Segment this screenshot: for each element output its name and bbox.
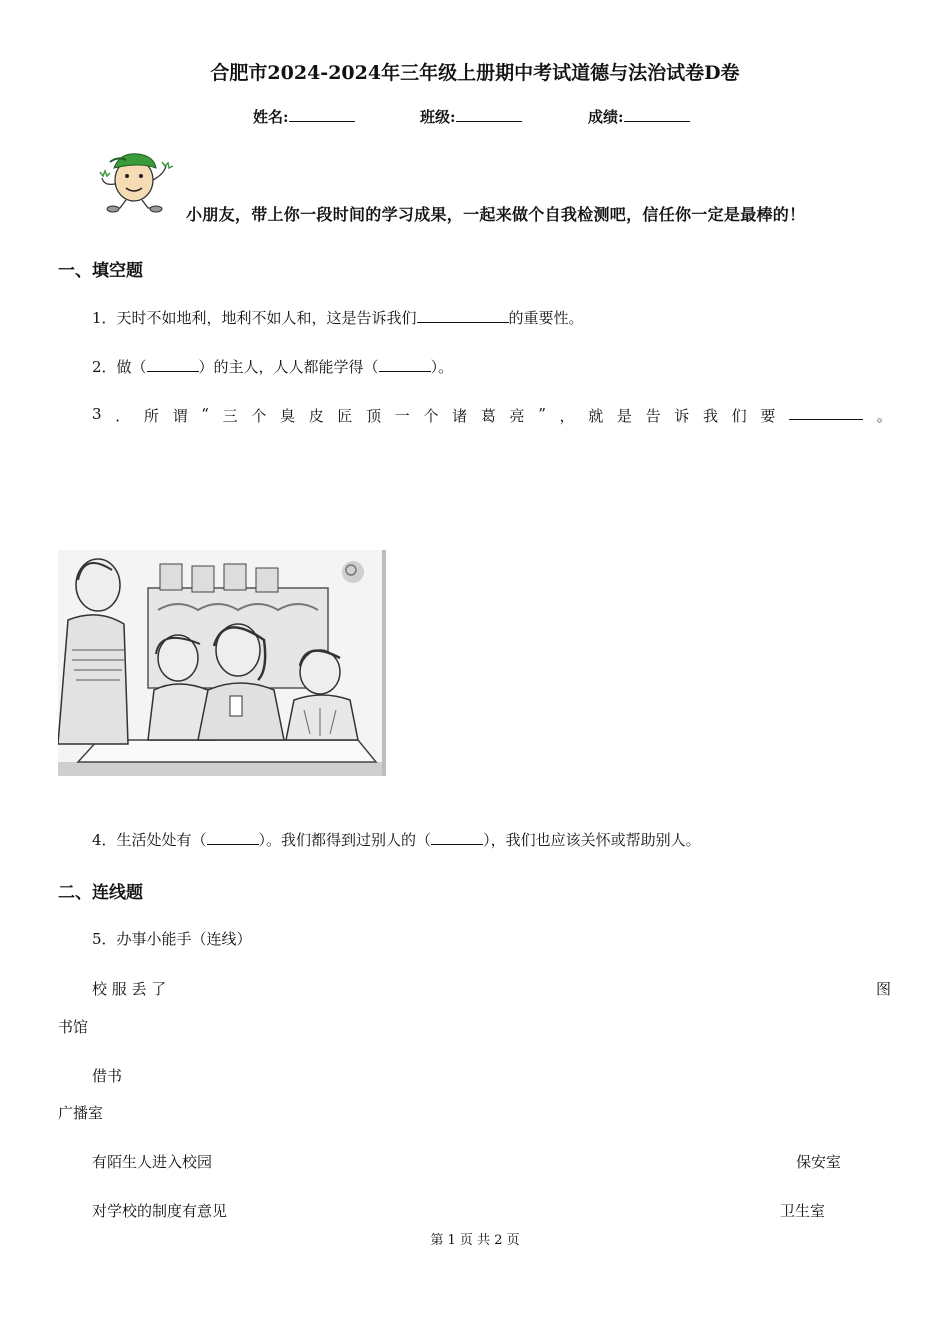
match-left-item: 校 服 丢 了: [92, 980, 167, 998]
score-label: 成绩:: [588, 108, 624, 126]
match-right-item-part: 图: [876, 980, 892, 998]
q3-char: ”: [538, 405, 546, 423]
q3-char: 葛: [480, 407, 496, 425]
mascot-icon: [96, 146, 176, 216]
q3-end: 。: [876, 407, 892, 425]
question-4-blank-2: [431, 831, 483, 845]
class-label: 班级:: [420, 108, 456, 126]
q3-char: 要: [760, 407, 776, 425]
match-left-item: 借书: [92, 1067, 123, 1085]
q3-char: 匠: [337, 407, 353, 425]
q3-char: 一: [394, 407, 410, 425]
match-right-item: 保安室: [796, 1153, 842, 1171]
match-left-item: 有陌生人进入校园: [92, 1153, 213, 1171]
question-4-part-a: 4．生活处处有（: [92, 831, 207, 849]
page-footer: 第 1 页 共 2 页: [430, 1233, 520, 1248]
page-title: 合肥市2024-2024年三年级上册期中考试道德与法治试卷D卷: [210, 62, 740, 84]
score-blank: [624, 107, 690, 122]
question-5-title: 5．办事小能手（连线）: [92, 930, 252, 948]
q3-char: 3: [92, 405, 102, 423]
question-2-blank-2: [379, 358, 431, 372]
q3-char: 臭: [280, 407, 296, 425]
q3-char: 谓: [172, 407, 188, 425]
classroom-illustration: [58, 550, 386, 776]
question-3-blank: [789, 405, 863, 420]
question-2-blank-1: [147, 358, 199, 372]
q3-char: 我: [702, 407, 718, 425]
question-4-part-b: ）。我们都得到过别人的（: [258, 831, 432, 849]
q3-char: 们: [731, 407, 747, 425]
q3-char: 诸: [452, 407, 468, 425]
question-3: [92, 405, 892, 426]
q3-char: 诉: [674, 407, 690, 425]
q3-char: 告: [645, 407, 661, 425]
question-2: [92, 356, 453, 377]
question-1: [92, 307, 584, 328]
question-1-prefix: 1．天时不如地利，地利不如人和，这是告诉我们: [92, 309, 417, 327]
match-left-item: 对学校的制度有意见: [92, 1202, 228, 1220]
name-blank: [289, 107, 355, 122]
q3-char: “: [201, 405, 209, 423]
name-field: [253, 106, 355, 127]
match-right-item: 卫生室: [780, 1202, 826, 1220]
class-field: [420, 106, 522, 127]
q3-char: 个: [251, 407, 267, 425]
section-fill-title: 一、填空题: [58, 261, 143, 281]
score-field: [588, 106, 690, 127]
match-right-item-part: 书馆: [58, 1018, 89, 1036]
q3-char: 亮: [509, 407, 525, 425]
question-4: [92, 829, 701, 850]
q3-char: 就: [588, 407, 604, 425]
question-2-part-b: ）的主人，人人都能学得（: [198, 358, 379, 376]
q3-char: ，: [559, 407, 575, 425]
match-right-item: 广播室: [58, 1104, 104, 1122]
q3-char: 顶: [366, 407, 382, 425]
class-blank: [456, 107, 522, 122]
q3-char: 所: [143, 407, 159, 425]
section-match-title: 二、连线题: [58, 883, 143, 903]
question-1-suffix: 的重要性。: [508, 309, 584, 327]
question-4-part-c: ），我们也应该关怀或帮助别人。: [483, 831, 701, 849]
q3-char: 是: [616, 407, 632, 425]
q3-char: 三: [222, 407, 238, 425]
question-1-blank: [417, 309, 509, 323]
greeting-text: 小朋友，带上你一段时间的学习成果，一起来做个自我检测吧，信任你一定是最棒的！: [186, 205, 806, 224]
q3-char: 个: [423, 407, 439, 425]
name-label: 姓名:: [253, 108, 289, 126]
q3-char: 皮: [308, 407, 324, 425]
q3-char: ．: [115, 407, 131, 425]
question-2-part-a: 2．做（: [92, 358, 147, 376]
question-4-blank-1: [207, 831, 259, 845]
question-2-part-c: ）。: [430, 358, 454, 376]
